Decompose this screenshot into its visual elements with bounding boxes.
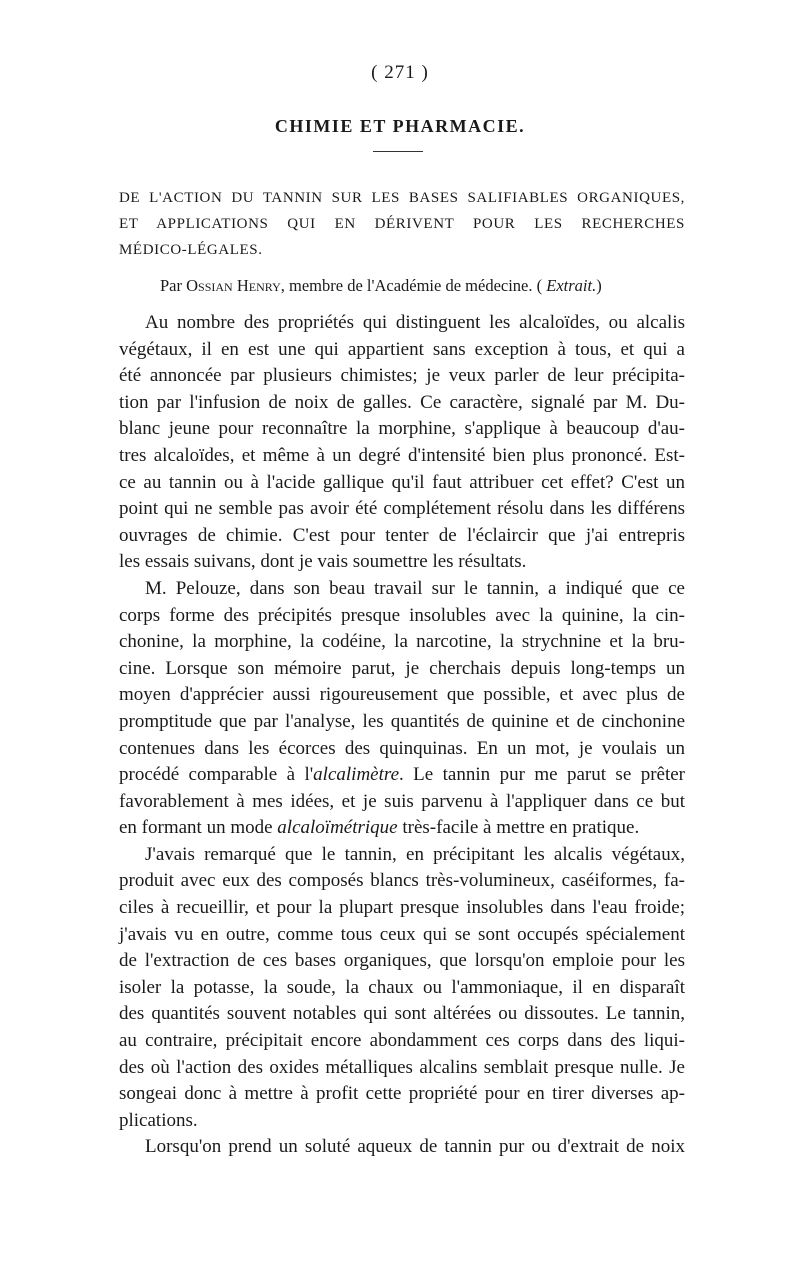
text-line: point qui ne semble pas avoir été complétement résolu dans les différens — [119, 498, 685, 520]
text-line — [119, 762, 685, 789]
byline — [160, 276, 680, 296]
text-line: plications. — [119, 1109, 198, 1131]
section-heading: CHIMIE ET PHARMACIE. — [274, 116, 526, 136]
text-line: de l'extraction de ces bases organiques, que lorsqu'on emploie pour les — [119, 950, 685, 972]
text-line: été annoncée par plusieurs chimistes; je veux parler de leur précipita- — [119, 365, 685, 387]
text-line: tres alcaloïdes, et même à un degré d'intensité bien plus prononcé. Est- — [119, 444, 685, 466]
article-title-line: MÉDICO-LÉGALES. — [119, 242, 263, 258]
article-title-line: DE L'ACTION DU TANNIN SUR LES BASES SALIFIABLES ORGANIQUES, — [119, 190, 685, 206]
text-line: songeai donc à mettre à profit cette propriété pour en tirer diverses ap- — [119, 1083, 685, 1105]
text-line: végétaux, il en est une qui appartient sans exception à tous, et qui a — [119, 338, 685, 360]
text-line: moyen d'apprécier aussi rigoureusement que possible, et avec plus de — [119, 684, 685, 706]
text-line-end: . Le tannin pur me parut se prêter — [399, 764, 685, 786]
text-line: produit avec eux des composés blancs très-volumineux, caséiformes, fa- — [119, 870, 685, 892]
page-number: ( 271 ) — [371, 62, 429, 83]
body-text — [119, 310, 685, 1161]
heading-rule — [373, 151, 423, 152]
text-line: M. Pelouze, dans son beau travail sur le tannin, a indiqué que ce — [145, 577, 685, 599]
text-line: chonine, la morphine, la codéine, la narcotine, la strychnine et la bru- — [119, 631, 685, 653]
text-line: favorablement à mes idées, et je suis parvenu à l'appliquer dans ce but — [119, 790, 685, 812]
text-line-start: procédé comparable à l' — [119, 764, 314, 786]
italic-term: alcaloïmétrique — [277, 817, 398, 839]
italic-term: alcalimètre — [313, 764, 399, 786]
text-line: ouvrages de chimie. C'est pour tenter de l'éclaircir que j'ai entrepris — [119, 524, 685, 546]
text-line-end: très-facile à mettre en pratique. — [397, 817, 640, 839]
text-line: Au nombre des propriétés qui distinguent les alcaloïdes, ou alcalis — [145, 312, 685, 333]
author-affiliation: , membre de l'Académie de médecine. ( — [280, 276, 547, 295]
text-line-start: en formant un mode — [119, 817, 278, 839]
text-line: contenues dans les écorces des quinquinas. En un mot, je voulais un — [119, 737, 685, 759]
text-line: ce au tannin ou à l'acide gallique qu'il faut attribuer cet effet? C'est un — [119, 471, 685, 493]
text-line: promptitude que par l'analyse, les quantités de quinine et de cinchonine — [119, 710, 685, 732]
text-line: Lorsqu'on prend un soluté aqueux de tannin pur ou d'extrait de noix — [145, 1136, 685, 1158]
byline-prefix: Par — [160, 276, 187, 295]
text-line — [119, 815, 685, 842]
text-line: blanc jeune pour reconnaître la morphine, s'applique à beaucoup d'au- — [119, 418, 685, 440]
byline-suffix: ) — [596, 276, 602, 295]
extract-note: Extrait. — [546, 276, 597, 295]
text-line: tion par l'infusion de noix de galles. Ce caractère, signalé par M. Du- — [119, 391, 685, 413]
article-title-line: ET APPLICATIONS QUI EN DÉRIVENT POUR LES RECHERCHES — [119, 216, 685, 232]
text-line: des où l'action des oxides métalliques alcalins semblait presque nulle. Je — [119, 1056, 685, 1078]
text-line: J'avais remarqué que le tannin, en précipitant les alcalis végétaux, — [145, 843, 685, 865]
text-line: corps forme des précipités presque insolubles avec la quinine, la cin- — [119, 604, 685, 626]
author-name: Ossian Henry — [186, 276, 281, 295]
text-line: cine. Lorsque son mémoire parut, je cherchais depuis long-temps un — [119, 657, 685, 679]
text-line: des quantités souvent notables qui sont altérées ou dissoutes. Le tannin, — [119, 1003, 685, 1025]
article-title — [119, 185, 685, 263]
text-line: les essais suivans, dont je vais soumettre les résultats. — [119, 551, 527, 573]
text-line: j'avais vu en outre, comme tous ceux qui se sont occupés spécialement — [119, 923, 685, 945]
text-line: au contraire, précipitait encore abondamment ces corps dans des liqui- — [119, 1030, 685, 1052]
text-line: isoler la potasse, la soude, la chaux ou l'ammoniaque, il en disparaît — [119, 976, 685, 998]
text-line: ciles à recueillir, et pour la plupart presque insolubles dans l'eau froide; — [119, 897, 685, 919]
